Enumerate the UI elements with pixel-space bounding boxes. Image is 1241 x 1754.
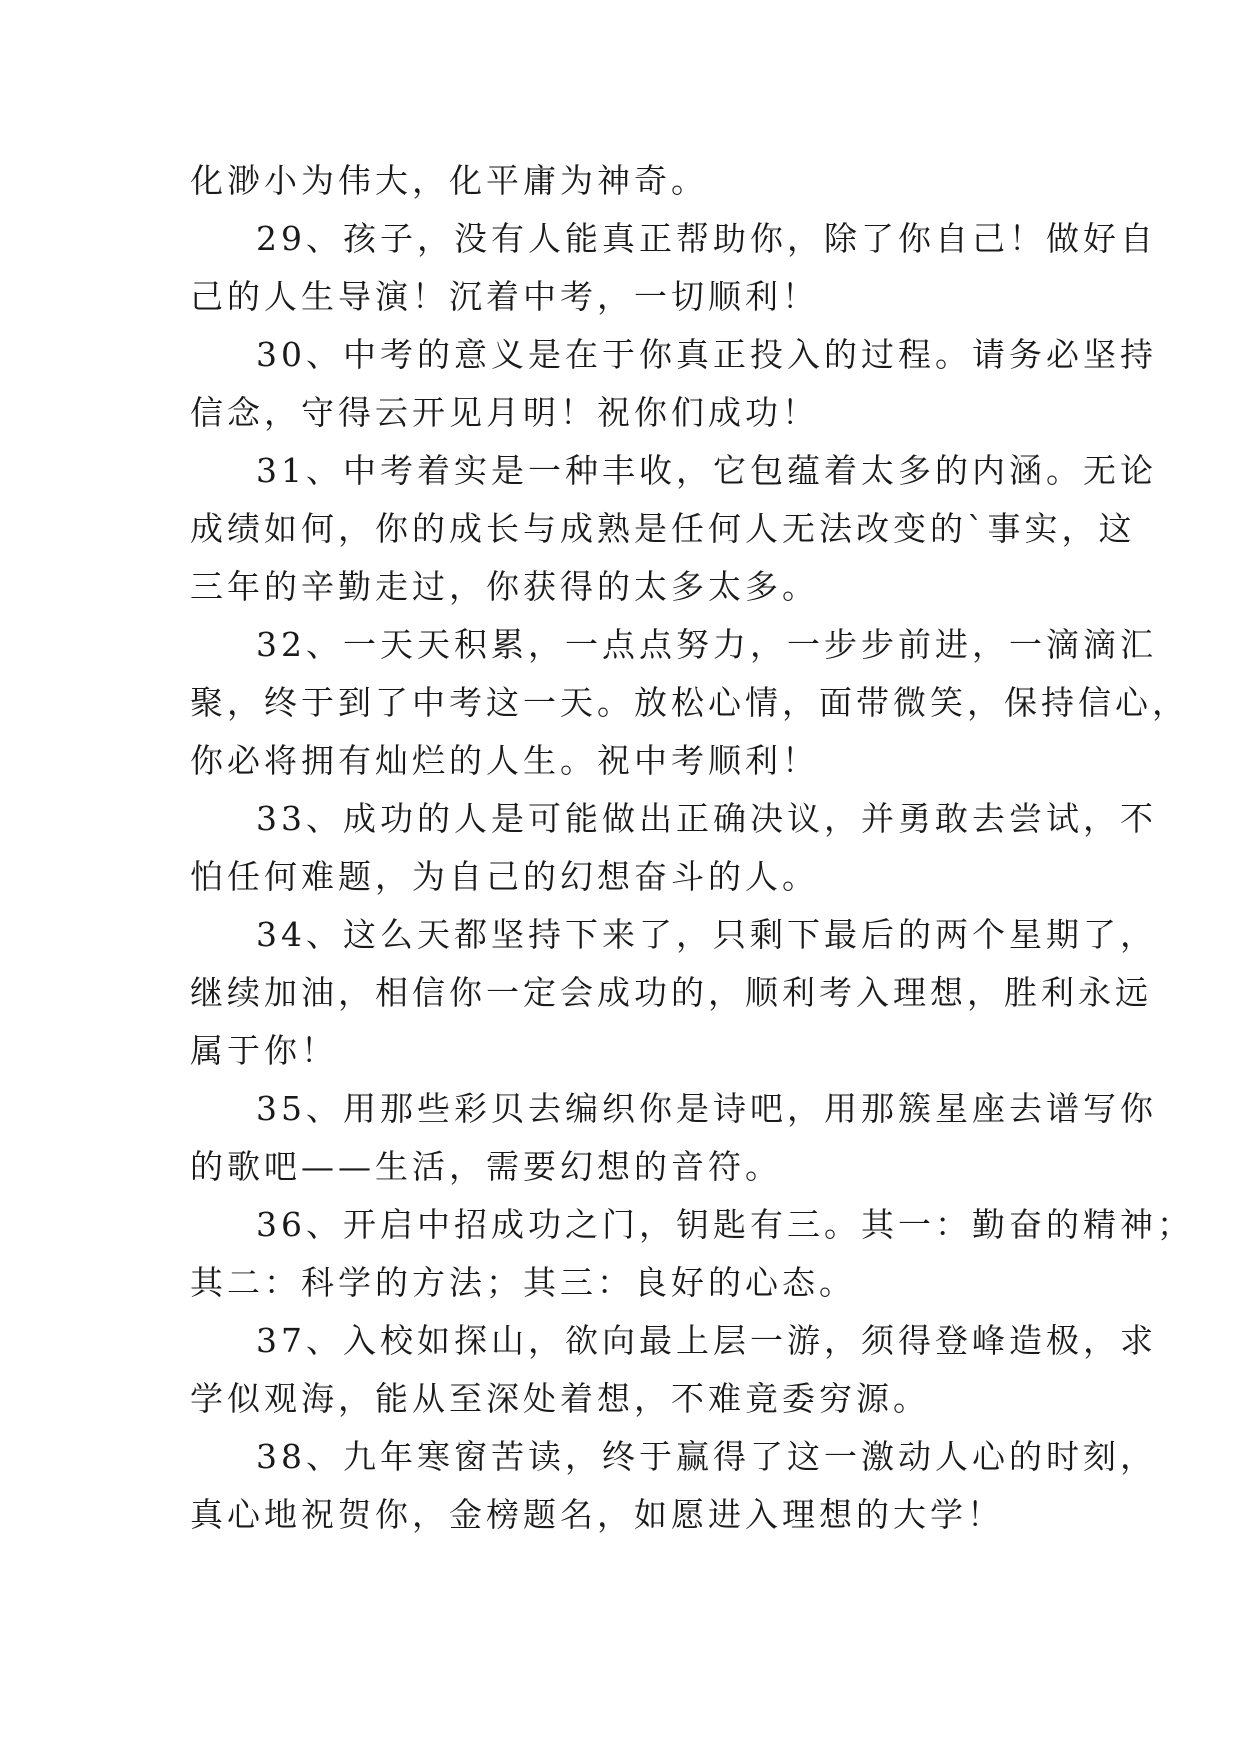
paragraph <box>190 326 1157 442</box>
text-line: 三年的辛勤走过，你获得的太多太多。 <box>190 567 819 606</box>
paragraph <box>190 790 1157 906</box>
paragraph <box>190 616 1189 790</box>
text-line: 己的人生导演！沉着中考，一切顺利！ <box>190 277 819 316</box>
text-line: 30、中考的意义是在于你真正投入的过程。请务必坚持 <box>256 335 1157 374</box>
paragraph <box>190 1080 1157 1196</box>
text-line: 化渺小为伟大，化平庸为神奇。 <box>190 161 708 200</box>
paragraph <box>190 906 1157 1080</box>
text-line: 32、一天天积累，一点点努力，一步步前进，一滴滴汇 <box>256 625 1157 664</box>
text-line: 聚，终于到了中考这一天。放松心情，面带微笑，保持信心， <box>190 683 1189 722</box>
text-line: 继续加油，相信你一定会成功的，顺利考入理想，胜利永远 <box>190 973 1152 1012</box>
text-line: 36、开启中招成功之门，钥匙有三。其一：勤奋的精神； <box>256 1205 1194 1244</box>
text-line: 学似观海，能从至深处着想，不难竟委穷源。 <box>190 1379 930 1418</box>
paragraph <box>190 210 1157 326</box>
text-line: 怕任何难题，为自己的幻想奋斗的人。 <box>190 857 819 896</box>
text-line: 38、九年寒窗苦读，终于赢得了这一激动人心的时刻， <box>256 1437 1157 1476</box>
text-line: 33、成功的人是可能做出正确决议，并勇敢去尝试，不 <box>256 799 1157 838</box>
text-line: 其二：科学的方法；其三：良好的心态。 <box>190 1263 856 1302</box>
text-line: 31、中考着实是一种丰收，它包蕴着太多的内涵。无论 <box>256 451 1157 490</box>
paragraph <box>190 442 1157 616</box>
text-line: 的歌吧——生活，需要幻想的音符。 <box>190 1147 782 1186</box>
text-line: 37、入校如探山，欲向最上层一游，须得登峰造极，求 <box>256 1321 1157 1360</box>
paragraph <box>190 152 1055 210</box>
text-line: 属于你！ <box>190 1031 338 1070</box>
document-body <box>190 152 1194 1544</box>
paragraph <box>190 1196 1194 1312</box>
text-line: 你必将拥有灿烂的人生。祝中考顺利！ <box>190 741 819 780</box>
text-line: 35、用那些彩贝去编织你是诗吧，用那簇星座去谱写你 <box>256 1089 1157 1128</box>
text-line: 信念，守得云开见月明！祝你们成功！ <box>190 393 819 432</box>
text-line: 29、孩子，没有人能真正帮助你，除了你自己！做好自 <box>256 219 1157 258</box>
text-line: 34、这么天都坚持下来了，只剩下最后的两个星期了， <box>256 915 1157 954</box>
paragraph <box>190 1312 1157 1428</box>
paragraph <box>190 1428 1157 1544</box>
text-line: 真心地祝贺你，金榜题名，如愿进入理想的大学！ <box>190 1495 1004 1534</box>
text-line: 成绩如何，你的成长与成熟是任何人无法改变的`事实，这 <box>190 509 1136 548</box>
